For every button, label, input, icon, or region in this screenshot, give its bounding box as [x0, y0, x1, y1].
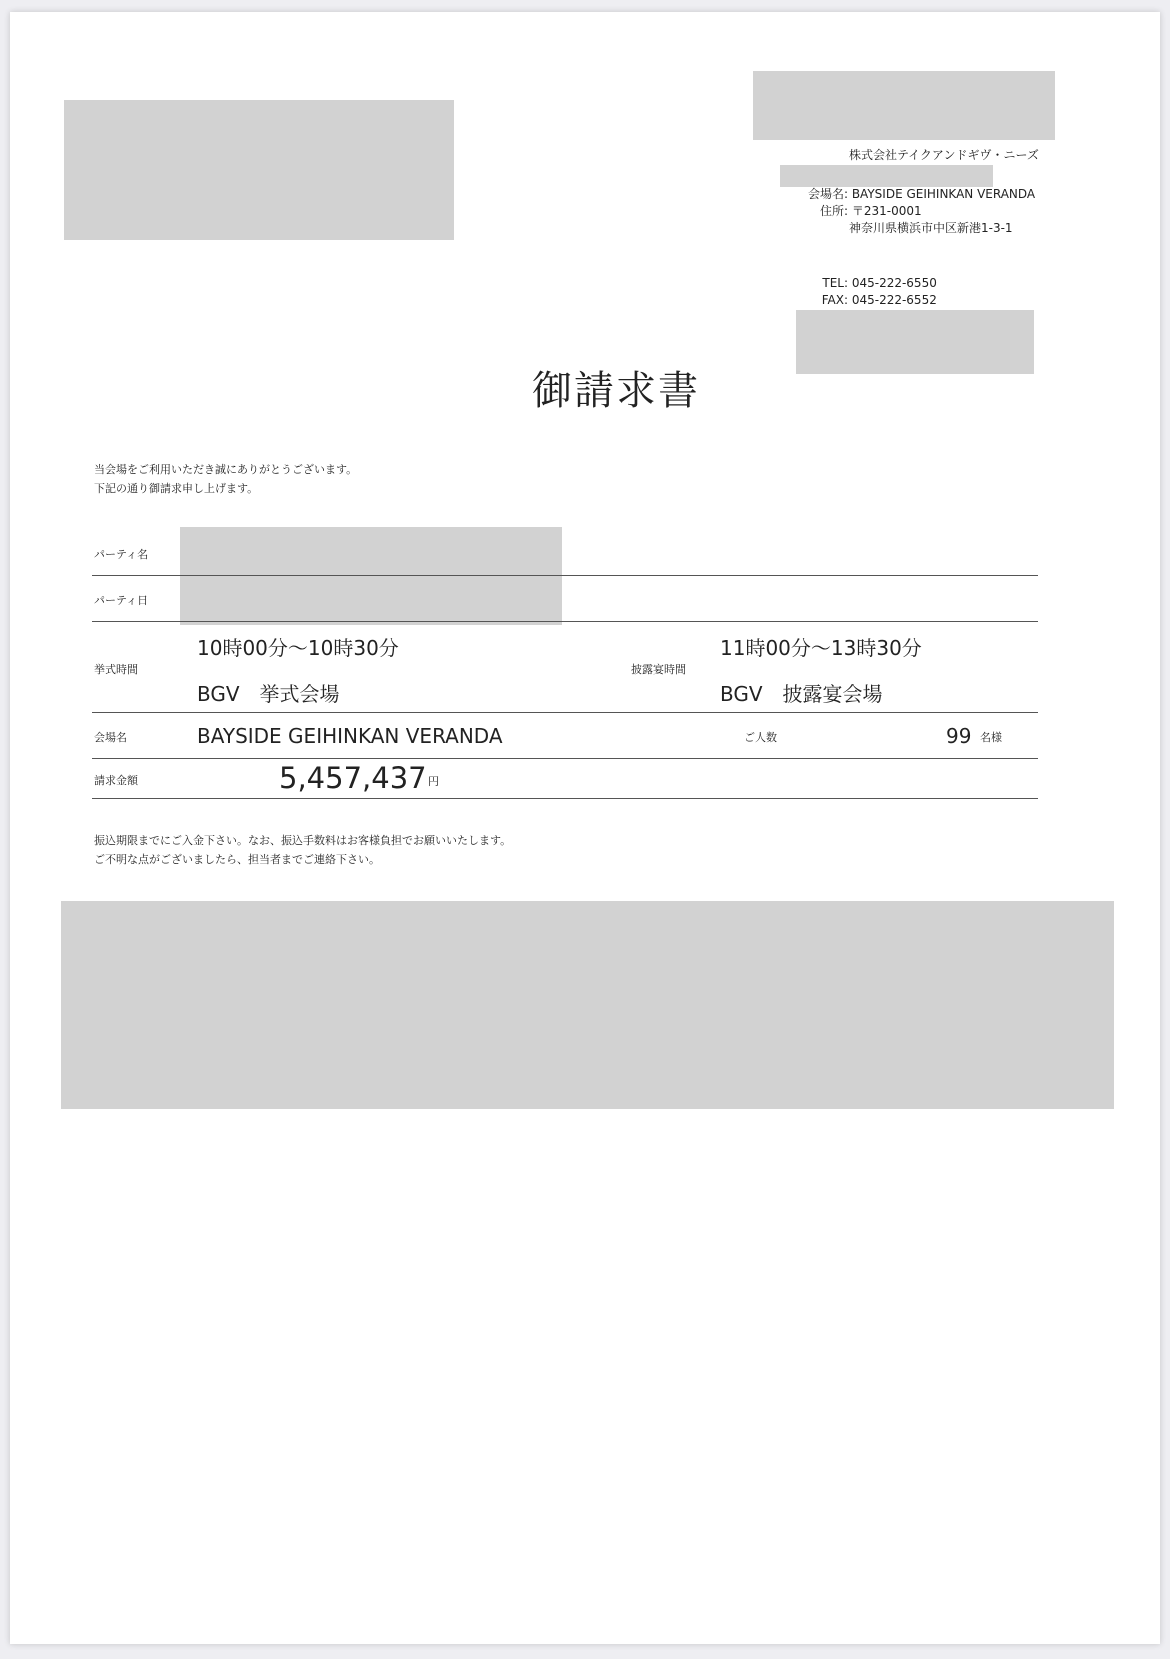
page-title-text: 御請求書: [532, 368, 700, 414]
intro-line-1: 当会場をご利用いただき誠にありがとうございます。: [94, 463, 358, 476]
issuer-fax: [804, 293, 937, 307]
party-date-label: パーティ日: [94, 594, 149, 607]
table-divider: [92, 712, 1038, 713]
issuer-address-text: 神奈川県横浜市中区新港1-3-1: [849, 221, 1013, 235]
reception-time: 11時00分～13時30分: [720, 636, 922, 660]
guests-count: 99: [946, 724, 972, 748]
issuer-address: [804, 202, 922, 219]
venue-name: BAYSIDE GEIHINKAN VERANDA: [197, 724, 503, 748]
redacted-details: [61, 901, 1114, 1109]
reception-time-label: 披露宴時間: [631, 663, 686, 676]
amount-unit: 円: [428, 775, 439, 788]
invoice-page: [10, 12, 1160, 1644]
table-divider: [92, 575, 1038, 576]
guests-label: ご人数: [744, 731, 777, 744]
redacted-logo: [753, 71, 1055, 140]
issuer-tel-label: TEL:: [822, 276, 848, 290]
ceremony-place: BGV 挙式会場: [197, 682, 340, 706]
table-divider: [92, 621, 1038, 622]
redacted-party-info: [180, 527, 562, 625]
issuer-address-label: 住所:: [819, 204, 848, 218]
issuer-tel: [804, 276, 937, 290]
amount-value: 5,457,437: [279, 761, 427, 795]
page-title: [10, 359, 1160, 416]
issuer-venue-name: BAYSIDE GEIHINKAN VERANDA: [851, 187, 1036, 201]
guests-unit: 名様: [980, 731, 1002, 744]
company-name: 株式会社テイクアンドギヴ・ニーズ: [849, 148, 1039, 162]
notice-line-1: 振込期限までにご入金下さい。なお、振込手数料はお客様負担でお願いいたします。: [94, 834, 512, 847]
reception-place: BGV 披露宴会場: [720, 682, 883, 706]
issuer-fax-number: 045-222-6552: [851, 293, 937, 307]
venue-label: 会場名: [94, 731, 127, 744]
amount-label: 請求金額: [94, 774, 138, 787]
issuer-postal-code: 〒231-0001: [851, 204, 922, 218]
intro-line-2: 下記の通り御請求申し上げます。: [94, 482, 259, 495]
ceremony-time: 10時00分～10時30分: [197, 636, 399, 660]
redacted-staff: [780, 165, 993, 187]
issuer-fax-label: FAX:: [821, 293, 848, 307]
table-divider: [92, 798, 1038, 799]
table-divider: [92, 758, 1038, 759]
notice-line-2: ご不明な点がございましたら、担当者までご連絡下さい。: [94, 853, 380, 866]
issuer-tel-number: 045-222-6550: [851, 276, 937, 290]
issuer-venue: [804, 185, 1035, 202]
party-name-label: パーティ名: [94, 548, 149, 561]
issuer-venue-label: 会場名:: [807, 187, 848, 201]
ceremony-time-label: 挙式時間: [94, 663, 138, 676]
redacted-recipient: [64, 100, 454, 240]
